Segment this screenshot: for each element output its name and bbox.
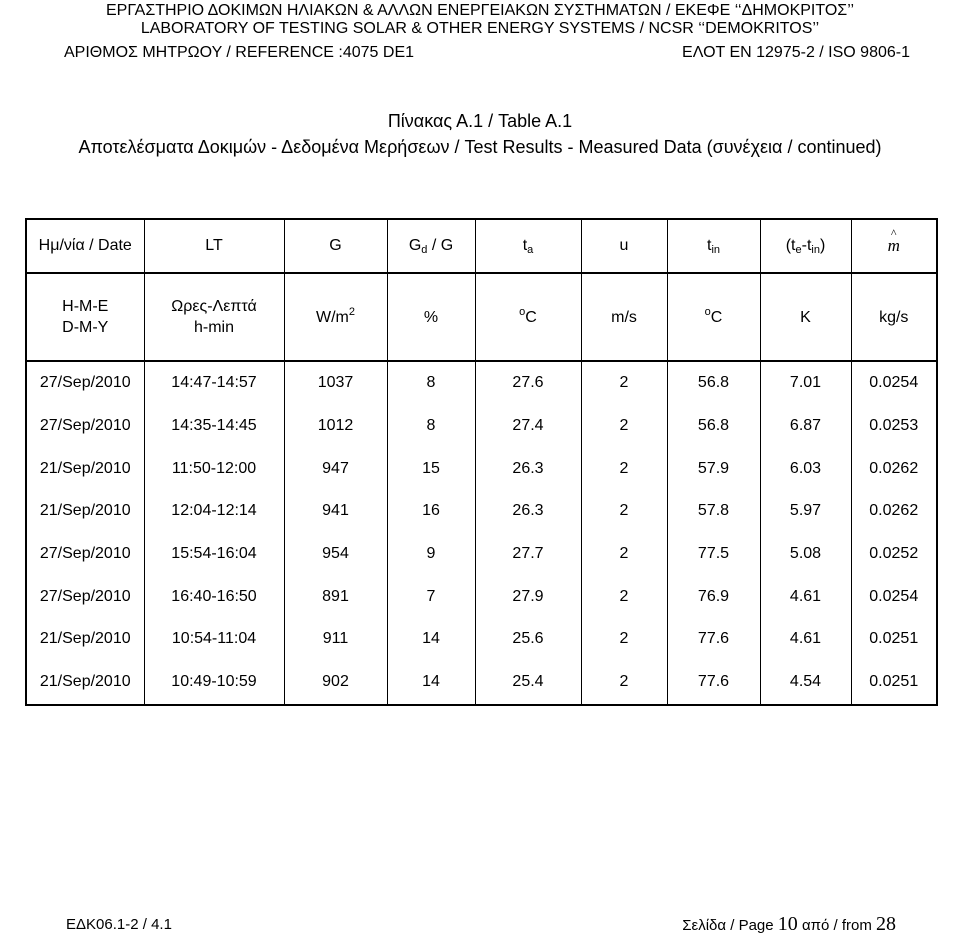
cell-m: 0.0252 xyxy=(851,533,937,576)
table-row xyxy=(26,405,937,448)
cell-gd: 14 xyxy=(387,661,475,705)
header-lt: LT xyxy=(144,219,284,273)
cell-date: 21/Sep/2010 xyxy=(26,618,144,661)
cell-u: 2 xyxy=(581,533,667,576)
cell-tin: 56.8 xyxy=(667,405,760,448)
cell-date: 27/Sep/2010 xyxy=(26,575,144,618)
cell-m: 0.0253 xyxy=(851,405,937,448)
cell-ta: 25.4 xyxy=(475,661,581,705)
cell-ta: 27.6 xyxy=(475,361,581,405)
cell-ta: 25.6 xyxy=(475,618,581,661)
cell-ta: 27.4 xyxy=(475,405,581,448)
header-u: u xyxy=(581,219,667,273)
cell-gd: 16 xyxy=(387,490,475,533)
cell-gd: 15 xyxy=(387,447,475,490)
header-row xyxy=(26,219,937,273)
table-row xyxy=(26,533,937,576)
header-temp-diff: $(t_e-t_{in})$ xyxy=(760,219,851,273)
table-title: Πίνακας Α.1 / Table A.1 xyxy=(387,111,573,131)
table-row xyxy=(26,490,937,533)
cell-tin: 57.8 xyxy=(667,490,760,533)
cell-diff: 4.61 xyxy=(760,618,851,661)
cell-tin: 76.9 xyxy=(667,575,760,618)
cell-time: 11:50-12:00 xyxy=(144,447,284,490)
cell-m: 0.0251 xyxy=(851,618,937,661)
hat-icon: ^ xyxy=(890,226,897,240)
table-row xyxy=(26,361,937,405)
unit-gd: % xyxy=(387,273,475,361)
units-row xyxy=(26,273,937,361)
cell-u: 2 xyxy=(581,575,667,618)
cell-g: 891 xyxy=(284,575,387,618)
cell-date: 21/Sep/2010 xyxy=(26,661,144,705)
table-row xyxy=(26,575,937,618)
page-number: 10 xyxy=(777,913,798,935)
cell-tin: 77.6 xyxy=(667,618,760,661)
cell-m: 0.0262 xyxy=(851,490,937,533)
cell-diff: 6.03 xyxy=(760,447,851,490)
cell-ta: 27.7 xyxy=(475,533,581,576)
unit-u: m/s xyxy=(581,273,667,361)
cell-g: 954 xyxy=(284,533,387,576)
cell-diff: 4.61 xyxy=(760,575,851,618)
cell-u: 2 xyxy=(581,490,667,533)
header-ta: $t_a$ xyxy=(475,219,581,273)
table-row xyxy=(26,618,937,661)
cell-diff: 7.01 xyxy=(760,361,851,405)
cell-diff: 4.54 xyxy=(760,661,851,705)
cell-tin: 77.6 xyxy=(667,661,760,705)
header-g: G xyxy=(284,219,387,273)
cell-time: 15:54-16:04 xyxy=(144,533,284,576)
unit-tin: $^o$C xyxy=(667,273,760,361)
cell-tin: 77.5 xyxy=(667,533,760,576)
cell-u: 2 xyxy=(581,618,667,661)
standard-code: ΕΛΟΤ EN 12975-2 / ISO 9806-1 xyxy=(682,44,910,61)
unit-date: Η-Μ-Ε D-M-Y xyxy=(26,273,144,361)
table-row xyxy=(26,661,937,705)
cell-date: 27/Sep/2010 xyxy=(26,405,144,448)
cell-gd: 8 xyxy=(387,405,475,448)
page-label: Σελίδα / Page xyxy=(682,917,774,934)
cell-gd: 7 xyxy=(387,575,475,618)
reference-number: ΑΡΙΘΜΟΣ ΜΗΤΡΩΟΥ / REFERENCE :4075 DE1 xyxy=(64,44,415,61)
cell-u: 2 xyxy=(581,661,667,705)
cell-diff: 5.08 xyxy=(760,533,851,576)
cell-diff: 5.97 xyxy=(760,490,851,533)
cell-date: 21/Sep/2010 xyxy=(26,490,144,533)
cell-gd: 8 xyxy=(387,361,475,405)
cell-time: 14:47-14:57 xyxy=(144,361,284,405)
cell-gd: 14 xyxy=(387,618,475,661)
cell-m: 0.0262 xyxy=(851,447,937,490)
document-code: ΕΔΚ06.1-2 / 4.1 xyxy=(66,916,172,933)
table-subtitle: Αποτελέσματα Δοκιμών - Δεδομένα Μερήσεων / Test Results - Measured Data (συνέχεια / continued) xyxy=(78,137,882,157)
cell-time: 14:35-14:45 xyxy=(144,405,284,448)
cell-time: 16:40-16:50 xyxy=(144,575,284,618)
cell-tin: 57.9 xyxy=(667,447,760,490)
cell-g: 911 xyxy=(284,618,387,661)
header-mass-flow: ^ m xyxy=(851,219,937,273)
cell-u: 2 xyxy=(581,361,667,405)
unit-diff: K xyxy=(760,273,851,361)
cell-m: 0.0251 xyxy=(851,661,937,705)
unit-mass-flow: kg/s xyxy=(851,273,937,361)
cell-time: 12:04-12:14 xyxy=(144,490,284,533)
unit-lt: Ωρες-Λεπτά h-min xyxy=(144,273,284,361)
measured-data-table xyxy=(25,218,938,706)
cell-g: 1037 xyxy=(284,361,387,405)
header-date: Ημ/νία / Date xyxy=(26,219,144,273)
cell-date: 21/Sep/2010 xyxy=(26,447,144,490)
header-gd-ratio: $G_d$ / G xyxy=(387,219,475,273)
page-total: 28 xyxy=(876,913,896,935)
cell-time: 10:49-10:59 xyxy=(144,661,284,705)
of-label: από / from xyxy=(801,917,872,934)
cell-g: 941 xyxy=(284,490,387,533)
cell-tin: 56.8 xyxy=(667,361,760,405)
cell-time: 10:54-11:04 xyxy=(144,618,284,661)
cell-g: 947 xyxy=(284,447,387,490)
cell-m: 0.0254 xyxy=(851,361,937,405)
cell-ta: 27.9 xyxy=(475,575,581,618)
cell-ta: 26.3 xyxy=(475,447,581,490)
unit-g: $W/m^2$ xyxy=(284,273,387,361)
cell-date: 27/Sep/2010 xyxy=(26,533,144,576)
lab-name-greek: ΕΡΓΑΣΤΗΡΙΟ ΔΟΚΙΜΩΝ ΗΛΙΑΚΩΝ & ΑΛΛΩΝ ΕΝΕΡΓΕΙΑΚΩΝ ΣΥΣΤΗΜΑΤΩΝ / ΕΚΕΦΕ ‘‘ΔΗΜΟΚΡΙΤΟΣ’’ xyxy=(105,2,855,19)
page-indicator xyxy=(682,913,896,936)
cell-date: 27/Sep/2010 xyxy=(26,361,144,405)
cell-m: 0.0254 xyxy=(851,575,937,618)
cell-u: 2 xyxy=(581,405,667,448)
cell-gd: 9 xyxy=(387,533,475,576)
unit-ta: $^o$C xyxy=(475,273,581,361)
cell-diff: 6.87 xyxy=(760,405,851,448)
lab-name-english: LABORATORY OF TESTING SOLAR & OTHER ENERGY SYSTEMS / NCSR ‘‘DEMOKRITOS’’ xyxy=(140,20,820,37)
cell-g: 902 xyxy=(284,661,387,705)
cell-ta: 26.3 xyxy=(475,490,581,533)
table-row xyxy=(26,447,937,490)
header-tin: $t_{in}$ xyxy=(667,219,760,273)
cell-g: 1012 xyxy=(284,405,387,448)
cell-u: 2 xyxy=(581,447,667,490)
